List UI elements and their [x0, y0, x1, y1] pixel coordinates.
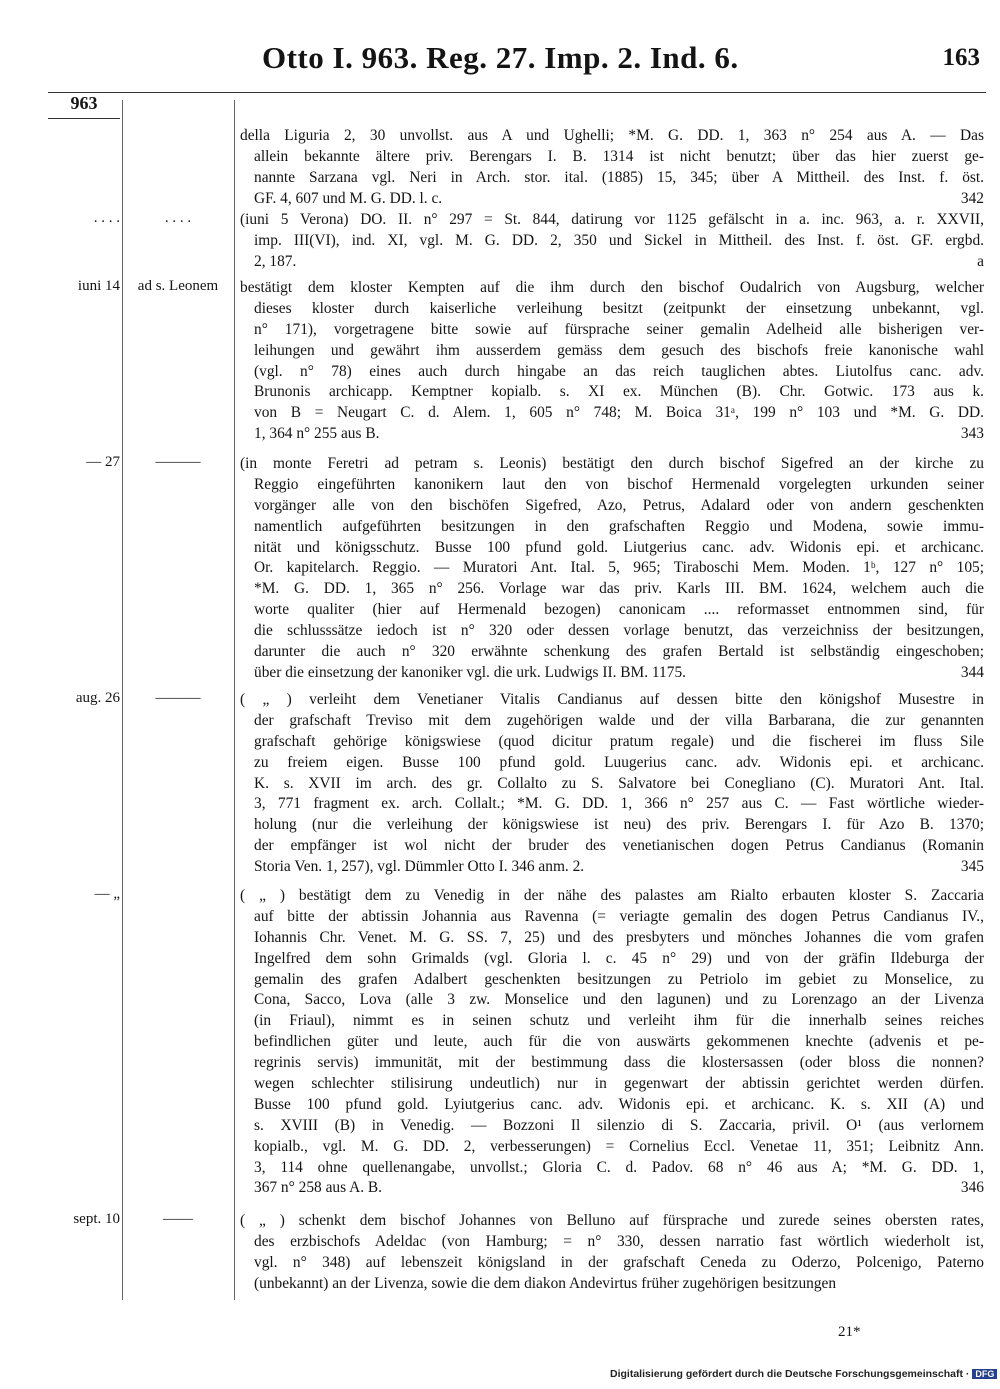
entry-line: GF. 4, 607 und M. G. DD. l. c. 342: [240, 189, 984, 210]
year-label: 963: [70, 93, 98, 113]
entry-line: nität und königsschutz. Busse 100 pfund gold. Liutgerius canc. adv. Widonis epi. et archicanc.: [254, 538, 984, 556]
entry-line: dieses kloster durch kaiserliche verleihung besitzt (zeitpunkt der einsetzung unbekannt, vgl.: [254, 299, 984, 317]
entry-line: ( „ ) schenkt dem bischof Johannes von Belluno auf fürsprache und zurede seines obersten rates,: [240, 1212, 984, 1229]
entry-line: regrinis servis) immunität, mit der bestimmung dass die klostersassen (oder bloss die nonnen?: [254, 1054, 984, 1072]
entry-date: aug. 26: [75, 690, 120, 706]
entry-line: bestätigt dem kloster Kempten auf die ihm durch den bischof Oudalrich von Augsburg, welcher: [240, 279, 984, 296]
entry-line: darunter die auch n° 320 erwähnte schenkung des grafen Bertald ist selbständig eingeschoben;: [254, 643, 984, 661]
entry-line: der grafschaft Treviso mit dem zugehörigen walde und der villa Barbarana, die zur genannten: [254, 711, 984, 729]
entry-number: 342: [960, 189, 984, 207]
entry-date: sept. 10: [73, 1211, 120, 1227]
page-number: 163: [942, 44, 980, 71]
entry-line: namentlich aufgeführten besitzungen in den grafschaften Reggio und Modena, sowie immu-: [254, 517, 984, 535]
entry-line: 2, 187. a: [240, 252, 984, 273]
page-header: [0, 40, 1000, 80]
entry-line: über die einsetzung der kanoniker vgl. die urk. Ludwigs II. BM. 1175. 344: [240, 663, 984, 684]
dfg-logo: DFG: [972, 1369, 997, 1379]
entry-line: vorgänger alle von den bischöfen Sigefred, Azo, Petrus, Adalard oder von andern geschenkten: [254, 496, 984, 514]
entry-line: imp. III(VI), ind. XI, vgl. M. G. DD. 2, 350 und Sickel in Mittheil. des Inst. f. öst. GF. ergbd.: [254, 231, 984, 249]
entry-line: gemalin des grafen Adalbert geschenkten besitzungen zu Petriolo im gebiet zu Monselice, zu: [254, 970, 984, 988]
entry-line: 3, 114 ohne quellenangabe, unvollst.; Gloria C. d. Padov. 68 n° 46 aus A; *M. G. DD. 1,: [254, 1158, 984, 1176]
entry-number: 345: [960, 858, 984, 876]
entry-line: wegen schlechter stilisirung undeutlich) nur in gegenwart der abtissin gerichtet werden dürfen.: [254, 1075, 984, 1093]
entry-line: della Liguria 2, 30 unvollst. aus A und Ughelli; *M. G. DD. 1, 363 n° 254 aus A. — Das: [240, 127, 984, 144]
entry-line: Reggio eingeführten kanonikern laut den von bischof Hermenald vorgelegten urkunden seiner: [254, 475, 984, 493]
entry-line: 1, 364 n° 255 aus B. 343: [240, 424, 984, 445]
column-rule-date: [122, 100, 123, 1300]
entry-text: [240, 690, 984, 878]
entry-line: ( „ ) verleiht dem Venetianer Vitalis Candianus auf dessen bitte den königshof Musestre in: [240, 691, 984, 708]
dfg-footer: [610, 1368, 997, 1380]
entry-line: 367 n° 258 aus A. B. 346: [240, 1178, 984, 1199]
year-rule: [48, 118, 120, 119]
entry-line: (unbekannt) an der Livenza, sowie die dem diakon Andevirtus früher zugehörigen besitzungen: [254, 1274, 837, 1292]
entry-line: von B = Neugart C. d. Alem. 1, 605 n° 748; M. Boica 31ᵃ, 199 n° 103 und *M. G. DD.: [254, 404, 984, 422]
entry-line: (in Friaul), nimmt es in seinen schutz und verleiht ihm für die innerhalb seines reiches: [254, 1012, 984, 1030]
entry-line: auf bitte der abtissin Johannia aus Ravenna (= veriagte gemalin des dogen Petrus Candianus IV.,: [254, 907, 984, 925]
entry-line: zu freiem eigen. Busse 100 pfund gold. Luugerius canc. adv. Widonis epi. et archicanc.: [254, 753, 984, 771]
entry-place: . . . .: [164, 210, 192, 226]
entry-line: Storia Ven. 1, 257), vgl. Dümmler Otto I. 346 anm. 2. 345: [240, 857, 984, 878]
entry-line: (in monte Feretri ad petram s. Leonis) bestätigt den durch bischof Sigefred an der kirche zu: [240, 455, 984, 472]
entry-text: [240, 278, 984, 445]
column-rule-place: [234, 100, 235, 1300]
entry-place: ad s. Leonem: [137, 278, 219, 294]
entry-line: Or. kapitelarch. Reggio. — Muratori Ant. Ital. 5, 965; Tiraboschi Mem. Moden. 1ᵇ, 127 n° 105;: [254, 559, 984, 577]
entry-line: K. s. XVII im arch. des gr. Collalto zu S. Salvatore bei Conegliano (C). Muratori Ant. Ital.: [254, 774, 984, 792]
entry-line: s. XVIII (B) in Venedig. — Bozzoni Il silenzio di S. Zaccaria, privil. O¹ (aus verlornem: [254, 1116, 984, 1134]
entry-date: . . . .: [93, 210, 120, 226]
entry-text: [240, 210, 984, 273]
entry-text: [240, 886, 984, 1199]
entry-line: befindlichen güter und leute, auch für die von auswärts gekommenen knechte (advenis et pe-: [254, 1033, 984, 1051]
entry-line: kopialb., vgl. M. G. DD. 2, verbesserungen) = Cornelius Eccl. Venetae 11, 351; Leibnitz Ann.: [254, 1137, 984, 1155]
entry-line: Iohannis Chr. Venet. M. G. SS. 7, 25) und des presbyters und mönches Johannes die vom grafen: [254, 928, 984, 946]
entry-line: (vgl. n° 78) eines auch durch hingabe an das reich tauglichen abtes. Liutolfus canc. adv.: [254, 362, 984, 380]
entry-line: Brunonis archicapp. Kemptner kopialb. s. XI ex. München (B). Chr. Gotwic. 173 aus k.: [254, 383, 984, 401]
dfg-footer-text: Digitalisierung gefördert durch die Deutsche Forschungsgemeinschaft ·: [610, 1368, 970, 1380]
entry-place: ———: [155, 690, 201, 706]
entry-place: ———: [155, 454, 201, 470]
entry-date: — „: [94, 886, 120, 902]
entry-line: Cona, Sacco, Lova (alle 3 zw. Monselice und den lagunen) und zu Lorenzago an der Livenza: [254, 991, 984, 1009]
entry-line: des erzbischofs Adeldac (von Hamburg; = n° 330, dessen narratio fast wörtlich wiederholt ist,: [254, 1232, 984, 1250]
entry-line: Ingelfred dem sohn Grimalds (vgl. Gloria l. c. 45 n° 29) und von der gräfin Ildeburga der: [254, 949, 984, 967]
entry-line: die schlusssätze iedoch ist n° 320 oder dessen vorlage benutzt, das verzeichniss der besitzungen,: [254, 622, 984, 640]
entry-line: vgl. n° 348) auf lebenszeit königsland in der grafschaft Ceneda zu Oderzo, Polcenigo, Paterno: [254, 1253, 984, 1271]
entry-line: (iuni 5 Verona) DO. II. n° 297 = St. 844, datirung vor 1125 gefälscht in a. inc. 963, a. r. XXVII,: [240, 211, 984, 228]
entry-line: n° 171), vorgetragene bitte sowie auf fürsprache seiner gemalin Adelheid alle bisherigen ver-: [254, 320, 984, 338]
entry-line: *M. G. DD. 1, 365 n° 256. Vorlage war das priv. Karls III. BM. 1624, welchem auch die: [254, 580, 984, 598]
entry-number: 346: [960, 1179, 984, 1197]
entry-number: 343: [960, 425, 984, 443]
entry-line: leihungen und gewährt ihm ausserdem gemäss dem gesuch des bischofs freie kanonische wahl: [254, 341, 984, 359]
entry-line: der empfänger ist wol nicht der bruder des venetianischen dogen Petrus Candianus (Romanin: [254, 837, 984, 855]
entry-line: ( „ ) bestätigt dem zu Venedig in der nähe des palastes am Rialto erbauten kloster S. Zaccaria: [240, 887, 984, 904]
entry-date: — 27: [86, 454, 120, 470]
entry-place: ——: [163, 1211, 193, 1227]
entry-text: [240, 126, 984, 210]
entry-number: a: [977, 252, 984, 270]
entry-text: [240, 454, 984, 684]
running-title: Otto I. 963. Reg. 27. Imp. 2. Ind. 6.: [262, 40, 739, 75]
entry-line: grafschaft gehörige königswiese (quod dicitur pratum regale) und die fischerei im fluss Sile: [254, 732, 984, 750]
entry-text: [240, 1211, 984, 1295]
entry-line: allein bekannte ältere priv. Berengars I. B. 1314 ist nicht benutzt; über das hier zuerst ge-: [254, 147, 984, 165]
entry-date: iuni 14: [77, 278, 120, 294]
entry-line: holung (nur die verleihung der königswiese ist neu) des priv. Berengars I. für Azo B. 1370;: [254, 816, 984, 834]
entry-line: Busse 100 pfund gold. Lyiutgerius canc. adv. Widonis epi. et archicanc. K. s. XII (A) und: [254, 1095, 984, 1113]
header-rule: [48, 92, 986, 93]
entry-number: 344: [960, 663, 984, 681]
signature-mark: 21*: [838, 1324, 861, 1340]
entry-line: worte qualiter (hier auf Hermenald bezogen) canonicam .... reformasset entnommen sind, für: [254, 601, 984, 619]
entry-line: 3, 771 fragment ex. arch. Collalt.; *M. G. DD. 1, 366 n° 257 aus C. — Fast wörtliche wieder-: [254, 795, 984, 813]
entry-line: nannte Sarzana vgl. Neri in Arch. stor. ital. (1885) 15, 345; über A Mittheil. des Inst. f. öst.: [254, 168, 984, 186]
